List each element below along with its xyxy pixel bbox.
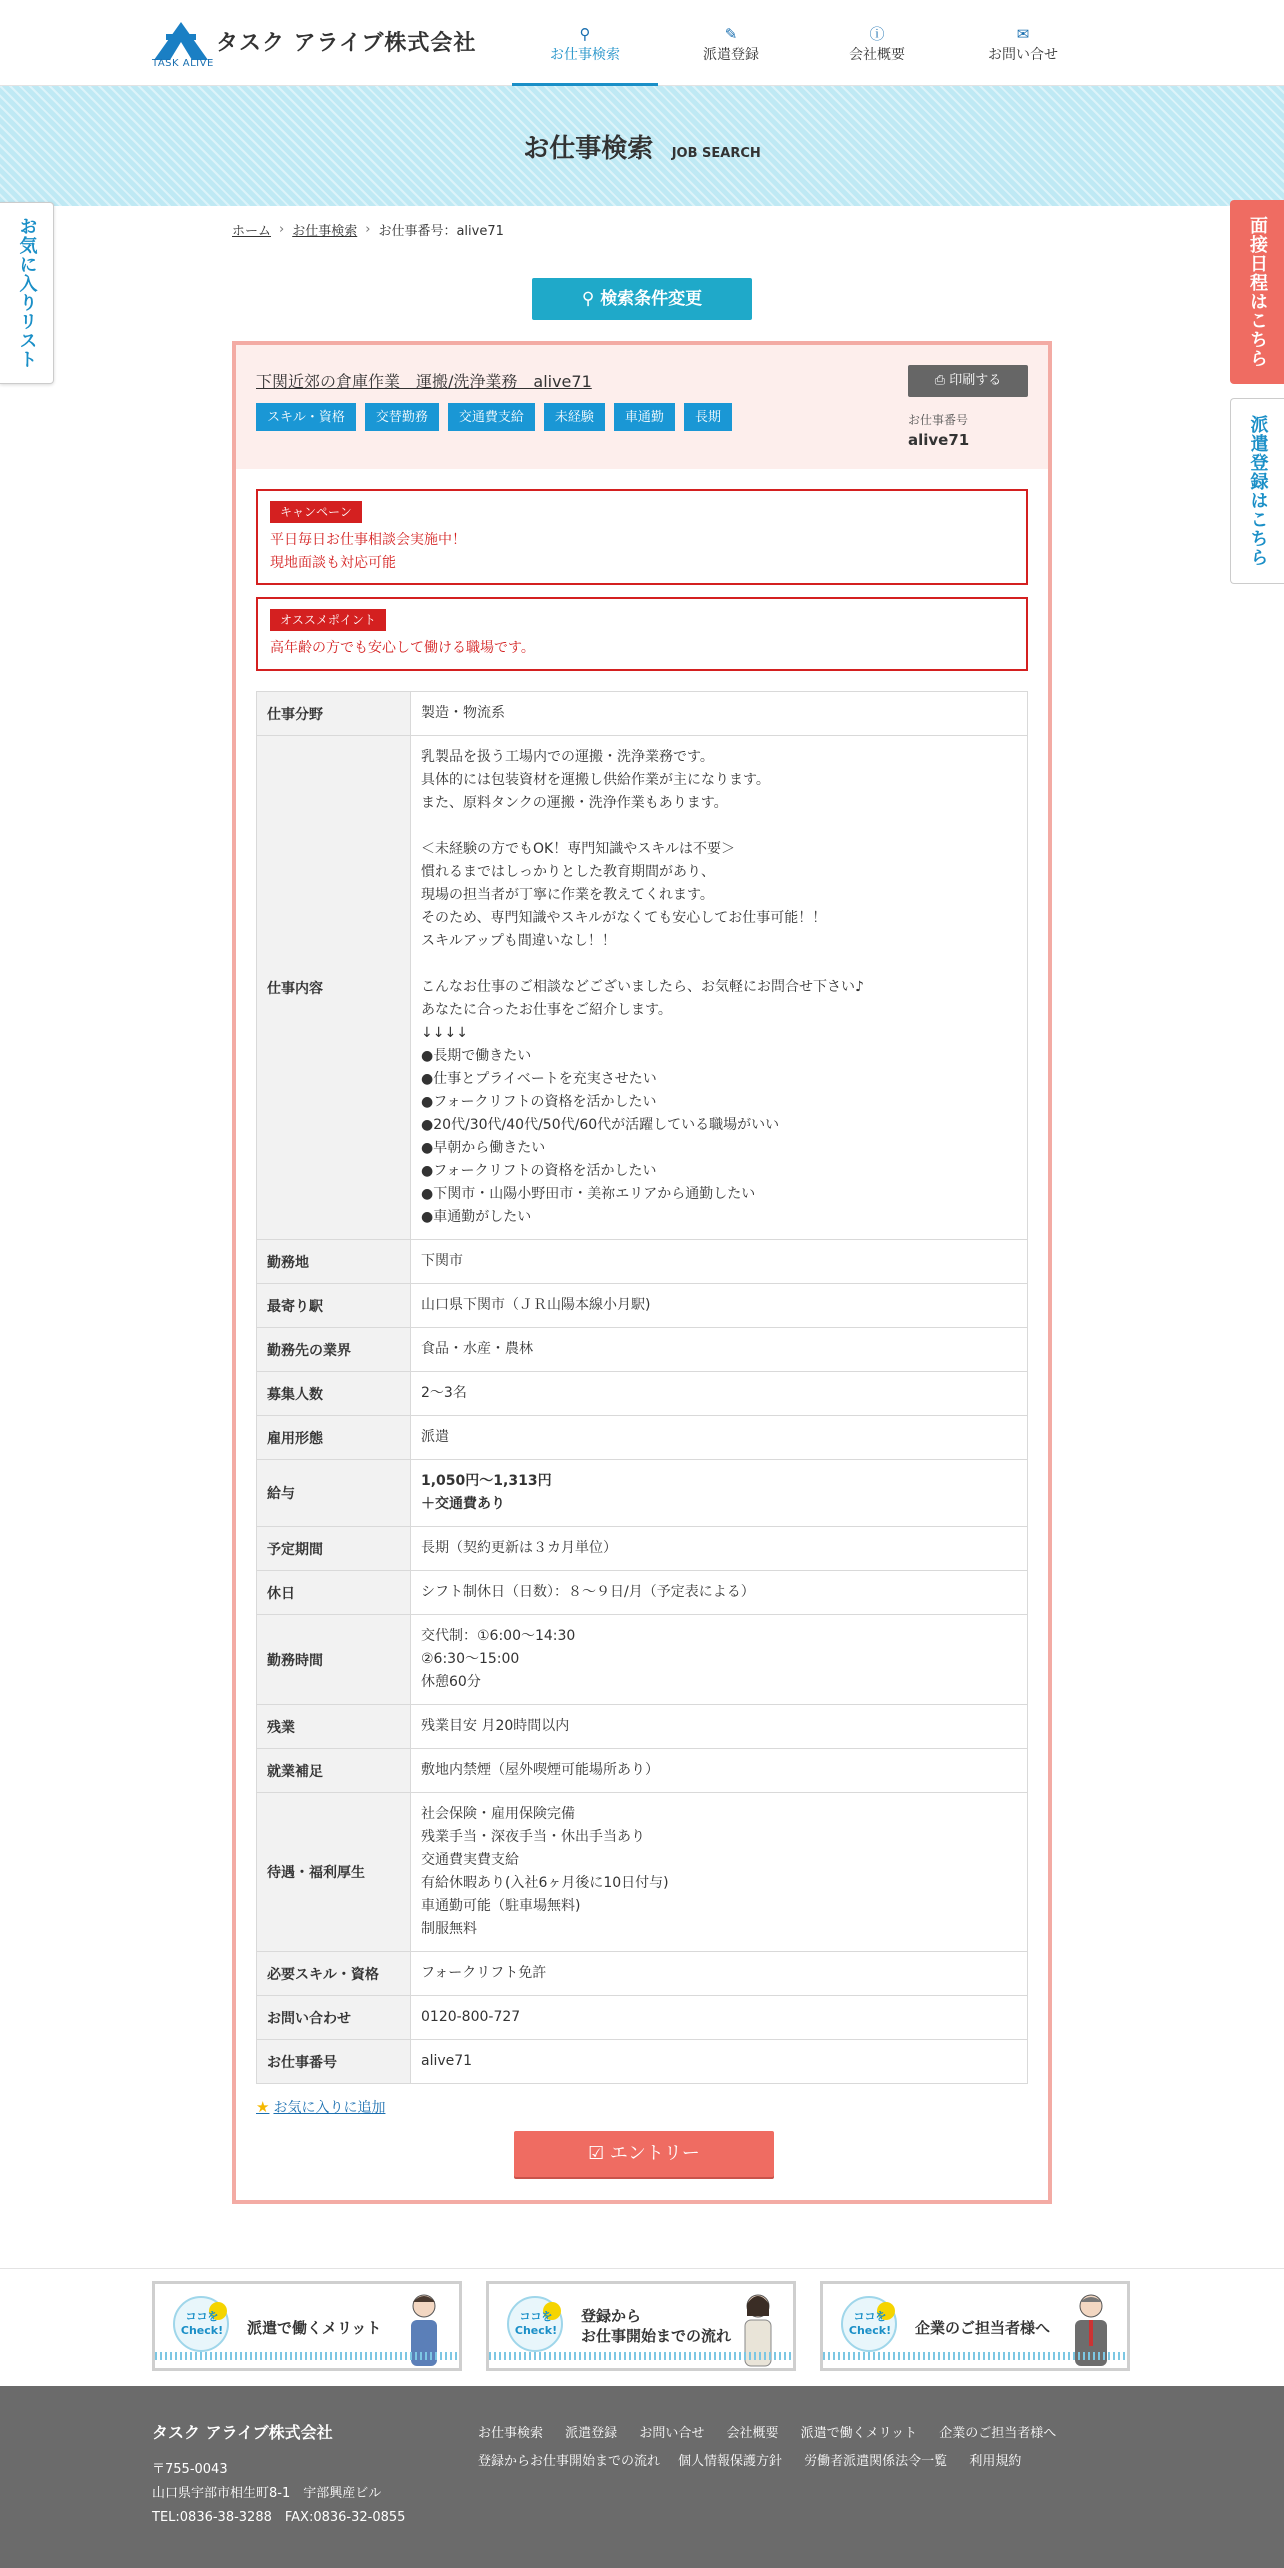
job-detail-table: [256, 691, 1028, 2084]
table-row: [257, 1240, 1028, 1284]
footer-company: タスク アライブ株式会社: [152, 2423, 333, 2442]
badge-text: ココを Check!: [180, 2310, 224, 2337]
row-label: 残業: [257, 1705, 411, 1749]
row-label: お仕事番号: [257, 2040, 411, 2084]
entry-button[interactable]: [514, 2131, 774, 2177]
nav-job-search-label: お仕事検索: [550, 47, 620, 63]
row-label: 雇用形態: [257, 1416, 411, 1460]
footer-links-row: [478, 2448, 1118, 2476]
change-search-label: 検索条件変更: [600, 289, 703, 309]
favorites-list-tab[interactable]: お気に入りリスト: [0, 202, 54, 384]
logo-name: タスク アライブ株式会社: [216, 31, 477, 56]
badge-text: ココを Check!: [514, 2310, 558, 2337]
mail-icon: ✉: [1016, 25, 1030, 43]
job-card-header: [236, 345, 1048, 469]
banner-flow-text: 登録から お仕事開始までの流れ: [581, 2307, 732, 2345]
checkbox-icon: ☑: [588, 2143, 610, 2164]
star-icon: ★: [256, 2098, 270, 2116]
footer-address-block: [152, 2458, 405, 2530]
page-title: お仕事検索: [523, 134, 654, 164]
job-tag: スキル・資格: [256, 403, 356, 431]
job-tag: 車通勤: [614, 403, 675, 431]
footer-links: [478, 2420, 1118, 2476]
footer-link[interactable]: 労働者派遣関係法令一覧: [804, 2454, 948, 2469]
breadcrumb-search[interactable]: お仕事検索: [292, 224, 358, 239]
nav-register-label: 派遣登録: [703, 47, 759, 63]
check-badge: [173, 2296, 229, 2352]
row-label: 就業補足: [257, 1749, 411, 1793]
table-row: [257, 1749, 1028, 1793]
breadcrumb-current: お仕事番号：alive71: [378, 224, 504, 239]
row-value: 食品・水産・農林: [411, 1328, 1028, 1372]
row-value: 派遣: [411, 1416, 1028, 1460]
row-value: シフト制休日（日数）：８〜９日/月（予定表による）: [411, 1571, 1028, 1615]
job-tag: 未経験: [544, 403, 605, 431]
entry-label: エントリー: [609, 2143, 700, 2164]
footer-link[interactable]: お問い合せ: [639, 2426, 705, 2441]
printer-icon: ⎙: [934, 373, 950, 388]
check-badge: [507, 2296, 563, 2352]
table-row: [257, 1460, 1028, 1527]
row-label: 募集人数: [257, 1372, 411, 1416]
table-row: [257, 1571, 1028, 1615]
recommend-label: オススメポイント: [270, 609, 386, 631]
footer-link[interactable]: 会社概要: [726, 2426, 779, 2441]
job-title[interactable]: 下関近郊の倉庫作業 運搬/洗浄業務 alive71: [256, 372, 592, 391]
row-label: 必要スキル・資格: [257, 1952, 411, 1996]
footer-link[interactable]: お仕事検索: [478, 2426, 544, 2441]
row-value: 山口県下関市（ＪＲ山陽本線小月駅): [411, 1284, 1028, 1328]
banner-strip: [0, 2268, 1284, 2386]
recommend-line: 高年齢の方でも安心して働ける職場です。: [270, 640, 535, 656]
site-header: [0, 0, 1284, 86]
row-label: 仕事分野: [257, 692, 411, 736]
print-label: 印刷する: [949, 373, 1002, 388]
change-search-button[interactable]: [532, 278, 752, 320]
table-row: [257, 692, 1028, 736]
footer-links-row: [478, 2420, 1118, 2448]
info-icon: ⓘ: [869, 25, 885, 43]
nav-company-label: 会社概要: [849, 47, 905, 63]
job-tag: 交替勤務: [365, 403, 439, 431]
nav-register[interactable]: [658, 0, 804, 86]
banner-companies[interactable]: [820, 2281, 1130, 2371]
table-row: [257, 1284, 1028, 1328]
row-value: alive71: [411, 2040, 1028, 2084]
banner-stripe: [155, 2352, 459, 2360]
row-label: 給与: [257, 1460, 411, 1527]
table-row: [257, 1615, 1028, 1705]
table-row: [257, 1328, 1028, 1372]
row-label: 予定期間: [257, 1527, 411, 1571]
footer-address: 山口県宇部市相生町8-1 宇部興産ビル: [152, 2486, 382, 2501]
row-label: 勤務時間: [257, 1615, 411, 1705]
table-row: [257, 1996, 1028, 2040]
nav-company[interactable]: [804, 0, 950, 86]
interview-schedule-tab[interactable]: 面接日程はこちら: [1230, 200, 1284, 384]
search-icon: ⚲: [581, 289, 601, 309]
row-label: 最寄り駅: [257, 1284, 411, 1328]
job-tag: 長期: [684, 403, 732, 431]
site-footer: [0, 2386, 1284, 2568]
logo-sub: TASK ALIVE: [152, 58, 214, 69]
row-label: お問い合わせ: [257, 1996, 411, 2040]
nav-job-search[interactable]: [512, 0, 658, 86]
chevron-right-icon: ›: [365, 222, 371, 237]
chevron-right-icon: ›: [279, 222, 285, 237]
job-card: [232, 341, 1052, 2204]
banner-stripe: [823, 2352, 1127, 2360]
row-value: 製造・物流系: [411, 692, 1028, 736]
table-row: [257, 1372, 1028, 1416]
footer-link[interactable]: 登録からお仕事開始までの流れ: [478, 2454, 661, 2469]
breadcrumb: [232, 220, 504, 239]
row-label: 休日: [257, 1571, 411, 1615]
row-value: 下関市: [411, 1240, 1028, 1284]
check-badge: [841, 2296, 897, 2352]
nav-contact[interactable]: [950, 0, 1096, 86]
row-value: 2～3名: [411, 1372, 1028, 1416]
row-value: 残業目安 月20時間以内: [411, 1705, 1028, 1749]
badge-text: ココを Check!: [848, 2310, 892, 2337]
table-row: [257, 736, 1028, 1240]
salary-value: 1,050円～1,313円 ＋交通費あり: [411, 1460, 1028, 1527]
row-label: 勤務先の業界: [257, 1328, 411, 1372]
footer-link[interactable]: 派遣で働くメリット: [800, 2426, 918, 2441]
banner-merit-text: 派遣で働くメリット: [247, 2319, 382, 2337]
footer-link[interactable]: 企業のご担当者様へ: [939, 2426, 1057, 2441]
nav-contact-label: お問い合せ: [988, 47, 1058, 63]
job-number-value: alive71: [908, 431, 970, 449]
row-value: 敷地内禁煙（屋外喫煙可能場所あり）: [411, 1749, 1028, 1793]
campaign-label: キャンペーン: [270, 501, 362, 523]
search-icon: ⚲: [579, 25, 591, 43]
job-tag: 交通費支給: [448, 403, 535, 431]
banner-flow[interactable]: [486, 2281, 796, 2371]
table-row: [257, 1793, 1028, 1952]
add-favorite-link[interactable]: [256, 2097, 385, 2117]
campaign-line: 平日毎日お仕事相談会実施中！: [270, 532, 466, 548]
pencil-icon: ✎: [724, 25, 738, 43]
logo-mark-icon: [152, 20, 210, 62]
campaign-box: [256, 489, 1028, 585]
row-value: 0120-800-727: [411, 1996, 1028, 2040]
page-subtitle: JOB SEARCH: [671, 146, 761, 161]
footer-postal: 〒755-0043: [152, 2462, 228, 2477]
table-row: [257, 2040, 1028, 2084]
print-button[interactable]: [908, 365, 1028, 397]
row-label: 勤務地: [257, 1240, 411, 1284]
table-row: [257, 1416, 1028, 1460]
breadcrumb-home[interactable]: ホーム: [232, 224, 272, 239]
banner-stripe: [489, 2352, 793, 2360]
footer-link[interactable]: 利用規約: [969, 2454, 1022, 2469]
job-number-label: お仕事番号: [908, 413, 969, 427]
row-value: 長期（契約更新は３カ月単位）: [411, 1527, 1028, 1571]
table-row: [257, 1527, 1028, 1571]
row-value: 乳製品を扱う工場内での運搬・洗浄業務です。 具体的には包装資材を運搬し供給作業が主になります。 また、原料タンクの運搬・洗浄作業もあります。 ＜未経験の方でもOK！専門知識やスキルは不要＞ 慣れるまではしっかりとした教育期間があり、 現場の担当者が丁寧に作業を教えてくれます。 そのため、専門知識やスキルがなくても安心してお仕事可能！！ スキルアップも間違いなし！！ こんなお仕事のご相談などございましたら、お気軽にお問合せ下さい♪ あなたに合ったお仕事をご紹介します。 ↓↓↓↓ ●長期で働きたい ●仕事とプライベートを充実させたい ●フォークリフトの資格を活かしたい ●20代/30代/40代/50代/60代が活躍している職場がいい ●早朝から働きたい ●フォークリフトの資格を活かしたい ●下関市・山陽小野田市・美祢エリアから通勤したい ●車通勤がしたい: [411, 736, 1028, 1240]
row-label: 仕事内容: [257, 736, 411, 1240]
footer-tel: TEL:0836-38-3288 FAX:0836-32-0855: [152, 2510, 406, 2525]
table-row: [257, 1952, 1028, 1996]
add-favorite-label: お気に入りに追加: [273, 2100, 386, 2116]
banner-companies-text: 企業のご担当者様へ: [915, 2319, 1051, 2337]
main-nav: [512, 0, 1096, 86]
row-label: 待遇・福利厚生: [257, 1793, 411, 1952]
recommend-box: [256, 597, 1028, 671]
site-logo[interactable]: [152, 18, 477, 72]
job-tags: [256, 403, 741, 431]
register-tab[interactable]: 派遣登録はこちら: [1230, 398, 1284, 584]
row-value: 交代制：①6:00～14:30 ②6:30～15:00 休憩60分: [411, 1615, 1028, 1705]
page-hero: [0, 86, 1284, 206]
campaign-line: 現地面談も対応可能: [270, 555, 396, 571]
row-value: フォークリフト免許: [411, 1952, 1028, 1996]
row-value: 社会保険・雇用保険完備 残業手当・深夜手当・休出手当あり 交通費実費支給 有給休暇あり(入社6ヶ月後に10日付与) 車通勤可能（駐車場無料) 制服無料: [411, 1793, 1028, 1952]
table-row: [257, 1705, 1028, 1749]
footer-link[interactable]: 派遣登録: [565, 2426, 618, 2441]
banner-merit[interactable]: [152, 2281, 462, 2371]
footer-link[interactable]: 個人情報保護方針: [678, 2454, 783, 2469]
